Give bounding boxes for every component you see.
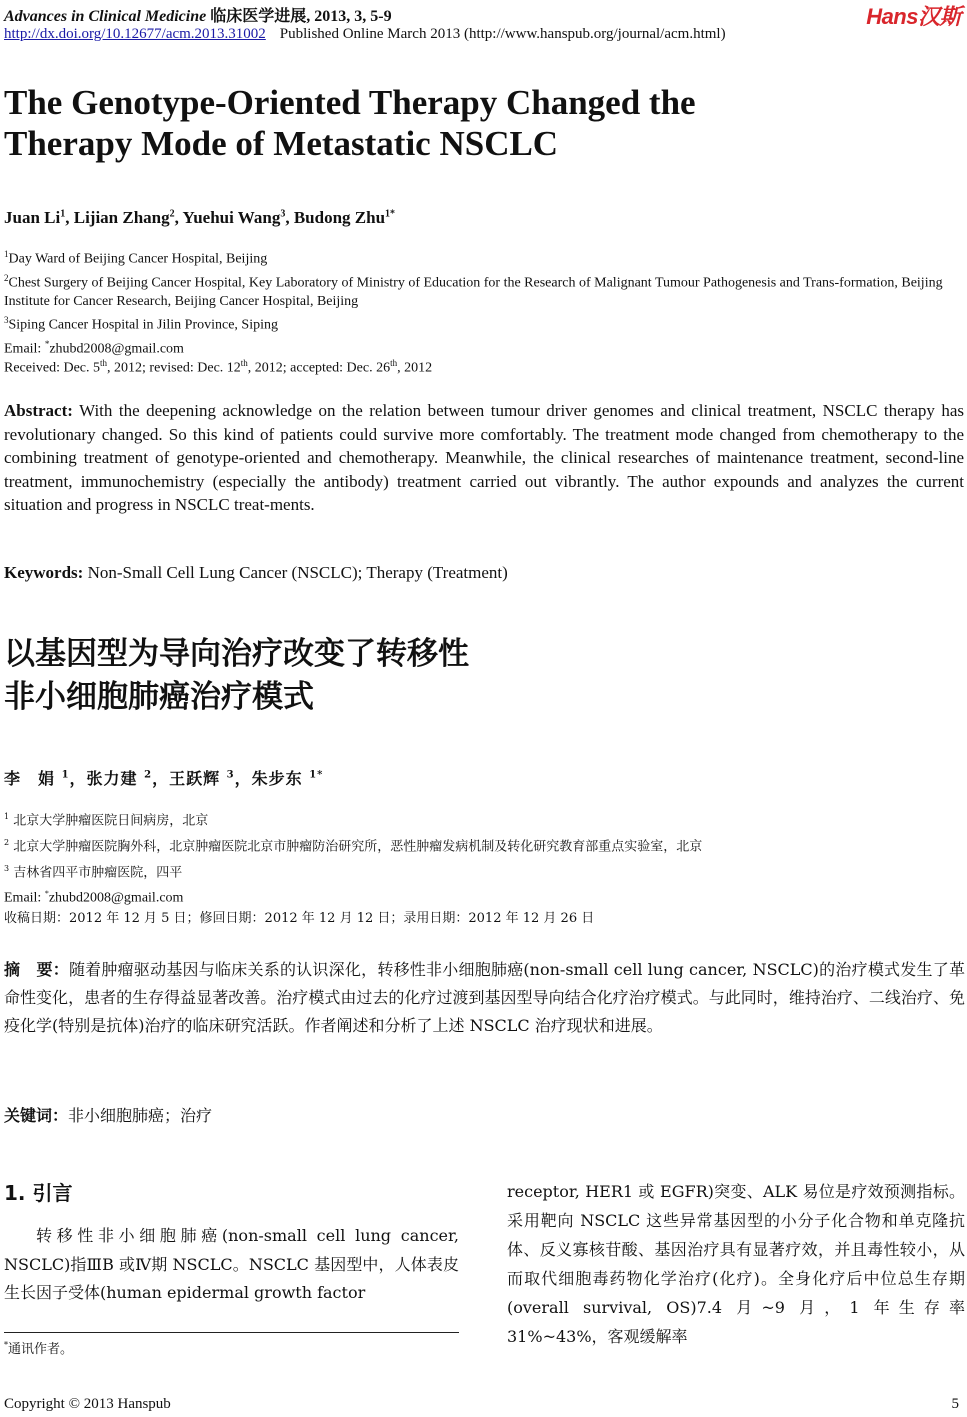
section-heading: 1. 引言 [4,1181,73,1205]
author-name: Juan Li [4,208,61,227]
affiliation-3: $^3$Siping Cancer Hospital in Jilin Province, Siping [4,315,278,333]
body-text-right-column: receptor, HER1 或 EGFR)突变、ALK 易位是疗效预测指标。采用靶向 NSCLC 这些异常基因型的小分子化合物和单克隆抗体、反义寡核苷酸、基因治疗具有显著疗效，并且毒性较小，从而取代细胞毒药物化学治疗(化疗)。全身化疗后中位总生存期(overall survival, OS)7.4 月~9 月，1 年生存率 31%~43%，客观缓解率 [507,1182,965,1346]
title-cn-line1: 以基因型为导向治疗改变了转移性 [4,636,469,672]
keywords-text: Non-Small Cell Lung Cancer (NSCLC); Therapy (Treatment) [83,563,508,582]
title-en-line2: Therapy Mode of Metastatic NSCLC [4,124,559,163]
abstract-text: With the deepening acknowledge on the relation between tumour driver genomes and clinical treatment, NSCLC therapy has revolutionary changed. So this kind of patients could survive more comfortably. The treatment mode changed from chemotherapy to the combining treatment of genotype-oriented and chemotherapy. Meanwhile, the clinical researches of maintenance treatment, second-line treatment, immunochemistry (especially the antibody) treatment carried out vibrantly. The author expounds and analyzes the current situation and progress in NSCLC treat-ments. [4,401,964,515]
journal-name-en: Advances in Clinical Medicine [4,8,207,25]
email-cn: Email: *zhubd2008@gmail.com [4,889,184,907]
affil-marker: 3 [280,208,286,220]
volume-info: , 2013, 3, 5-9 [306,8,392,25]
abstract-en [4,399,964,517]
footnote-divider [4,1332,459,1333]
affil-marker: 1* [309,769,324,781]
affil-marker: 2 [169,208,175,220]
affiliation-1: $^1$Day Ward of Beijing Cancer Hospital, Beijing [4,249,268,267]
author-name: , Lijian Zhang [65,208,170,227]
journal-name-cn: 临床医学进展 [210,8,307,25]
received-dates-en: Received: Dec. 5th, 2012; revised: Dec. 12th, 2012; accepted: Dec. 26th, 2012 [4,358,433,376]
authors-en [4,208,395,228]
keywords-cn [4,1103,212,1126]
affil-marker: 2 [144,769,153,781]
affiliation-cn-3: $^3$ 吉林省四平市肿瘤医院，四平 [4,863,183,880]
affiliations-cn [4,806,964,910]
keywords-label: Keywords: [4,563,84,582]
paper-title-en [4,82,904,164]
copyright: Copyright © 2013 Hanspub [4,1396,171,1412]
abstract-cn [4,956,965,1040]
affiliation-cn-2: $^2$ 北京大学肿瘤医院胸外科，北京肿瘤医院北京市肿瘤防治研究所，恶性肿瘤发病机制及转化研究教育部重点实验室，北京 [4,837,703,855]
author-name: ，王跃辉 [152,769,227,788]
hans-logo: Hans汉斯 [866,4,961,29]
received-dates-cn: 收稿日期：2012 年 12 月 5 日；修回日期：2012 年 12 月 12 日；录用日期：2012 年 12 月 26 日 [4,911,595,926]
author-name: , Yuehui Wang [174,208,281,227]
paper-title-cn [4,633,469,719]
affil-marker: 3 [226,769,235,781]
author-name: ，朱步东 [234,769,310,788]
keywords-cn-label: 关键词： [4,1106,69,1125]
doi-link[interactable]: http://dx.doi.org/10.12677/acm.2013.31002 [4,26,266,42]
journal-header [4,3,392,26]
email-en: Email: *zhubd2008@gmail.com [4,338,184,357]
abstract-cn-text: 随着肿瘤驱动基因与临床关系的认识深化，转移性非小细胞肺癌(non-small cell lung cancer, NSCLC)的治疗模式发生了革命性变化，患者的生存得益显著改善。治疗模式由过去的化疗过渡到基因型导向结合化疗治疗模式。与此同时，维持治疗、二线治疗、免疫化学(特别是抗体)治疗的临床研究活跃。作者阐述和分析了上述 NSCLC 治疗现状和进展。 [4,960,965,1035]
affiliations-en [4,245,964,359]
abstract-label: Abstract: [4,401,73,420]
doi-line [4,26,726,43]
keywords-en [4,563,508,583]
abstract-cn-label: 摘 要： [4,960,69,979]
affil-marker: 1 [61,769,70,781]
title-cn-line2: 非小细胞肺癌治疗模式 [4,679,314,715]
affil-marker: 1* [385,208,396,220]
email-address-cn[interactable]: zhubd2008@gmail.com [48,891,184,907]
page-number: 5 [951,1396,959,1412]
affiliation-2: $^2$Chest Surgery of Beijing Cancer Hospital, Key Laboratory of Ministry of Education for the Research of Malignant Tumour Pathogenesis and Trans-formation, Beijing Institute for Cancer Research, Beijing Cancer Hospital, Beijing [4,272,943,310]
author-name: 李 娟 [4,769,62,788]
affil-marker: 1 [60,208,66,220]
keywords-cn-text: 非小细胞肺癌；治疗 [68,1106,213,1125]
author-name: ，张力建 [69,769,145,788]
author-name: , Budong Zhu [285,208,386,227]
affiliation-cn-1: $^1$ 北京大学肿瘤医院日间病房，北京 [4,812,209,829]
email-address[interactable]: zhubd2008@gmail.com [49,341,184,357]
footnote: *通讯作者。 [4,1340,74,1357]
body-text-left-column: 转移性非小细胞肺癌(non-small cell lung cancer, NSCLC)指ⅢB 或Ⅳ期 NSCLC。NSCLC 基因型中，人体表皮生长因子受体(human epidermal growth factor [4,1226,459,1302]
authors-cn [4,766,323,789]
published-info: Published Online March 2013 (http://www.hanspub.org/journal/acm.html) [279,26,726,42]
title-en-line1: The Genotype-Oriented Therapy Changed the [4,83,696,122]
